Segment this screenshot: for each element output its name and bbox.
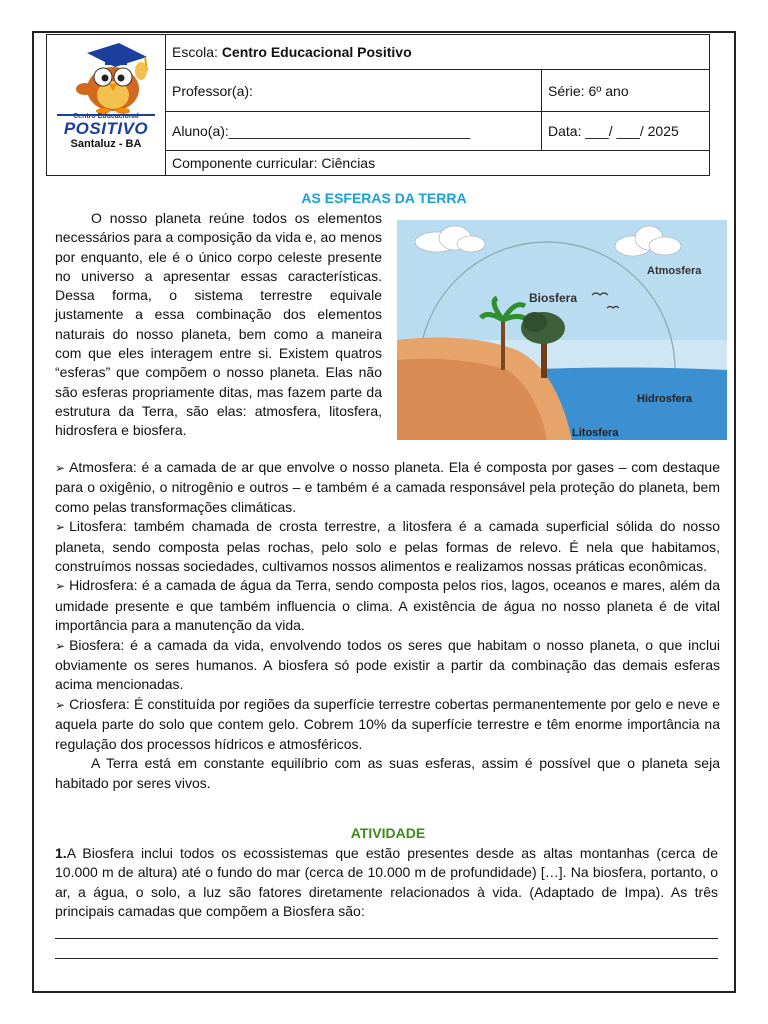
question-1 [55,844,718,922]
grade-field: Série: 6º ano [542,70,710,112]
closing-paragraph: A Terra está em constante equilíbrio com as suas esferas, assim é possível que o planeta seja habitado por seres vivos. [55,755,720,791]
subject-field: Componente curricular: Ciências [166,151,710,176]
school-logo [47,35,166,176]
teacher-field[interactable]: Professor(a): [166,70,542,112]
activity-title: ATIVIDADE [350,825,426,841]
school-field [166,35,710,70]
intro-text: O nosso planeta reúne todos os elementos necessários para a composição da vida e, ao menos por enquanto, ele é o único corpo celeste presente no universo a apresentar essas características. Dessa forma, o sistema terrestre equivale justamente a essa combinação dos elementos naturais do nosso planeta, bem como a maneira com que eles interagem entre si. Existem quatros “esferas” que compõem o nosso planeta. Elas não são esferas propriamente ditas, mas fazem parte da estrutura da Terra, são elas: atmosfera, litosfera, hidrosfera e biosfera. [55,210,382,439]
logo-name: POSITIVO [63,119,149,138]
label-biosfera: Biosfera [529,291,578,305]
logo-subtitle: Centro Educacional [73,113,139,120]
label-atmosfera: Atmosfera [647,265,702,277]
answer-line[interactable] [55,938,718,939]
intro-paragraph [55,209,382,441]
list-item: ➢ Litosfera: também chamada de crosta terrestre, a litosfera é a camada superficial sólida do nosso planeta, sendo composta pelas rochas, pelo solo e pelas formas de relevo. É nela que habitamos, construímos nossas sociedades, cultivamos nossos alimentos e realizamos nossas práticas econômicas. [55,518,720,575]
question-text: A Biosfera inclui todos os ecossistemas que estão presentes desde as altas montanhas (cerca de 10.000 m de altura) até o fundo do mar (cerca de 10.000 m de profundidade) […]. Na biosfera, portanto, o ar, a água, o solo, a luz são fatores diretamente relacionados à vida. (Adaptado de Impa). As três principais camadas que compõem a Biosfera são: [55,845,718,920]
arrow-bullet-icon: ➢ [55,579,66,594]
label-hidrosfera: Hidrosfera [637,393,693,405]
question-number: 1. [55,845,67,861]
list-item: ➢ Criosfera: É constituída por regiões da superfície terrestre cobertas permanentemente por gelo e neve e aquela parte do solo que contem gelo. Cobrem 10% da superfície terrestre e têm enorme importância na regulação dos processos hídricos e atmosféricos. [55,695,720,752]
owl-mascot-icon [47,35,165,117]
page-title: AS ESFERAS DA TERRA [301,190,467,206]
list-item: ➢ Atmosfera: é a camada de ar que envolve o nosso planeta. Ela é composta por gases – com destaque para o oxigênio, o nitrogênio e outros – e também é a camada responsável pela proteção do planeta, bem como pelas transformações climáticas. [55,459,720,515]
logo-city: Santaluz - BA [70,138,142,150]
school-label: Escola: [172,44,218,60]
answer-line[interactable] [55,958,718,959]
date-field[interactable]: Data: ___/ ___/ 2025 [542,112,710,151]
label-litosfera: Litosfera [572,427,619,439]
arrow-bullet-icon: ➢ [55,461,66,475]
header-table [46,34,710,176]
arrow-bullet-icon: ➢ [55,638,66,653]
earth-spheres-illustration [397,220,727,440]
list-item: ➢ Hidrosfera: é a camada de água da Terra, sendo composta pelos rios, lagos, oceanos e mares, além da umidade presente e que também influencia o clima. A existência de água no nosso planeta é de vital importância para a manutenção da vida. [55,577,720,634]
arrow-bullet-icon: ➢ [55,697,66,712]
school-name: Centro Educacional Positivo [221,44,412,60]
spheres-list [55,458,720,793]
arrow-bullet-icon: ➢ [55,520,66,535]
list-item: ➢ Biosfera: é a camada da vida, envolvendo todos os seres que habitam o nosso planeta, o que inclui obviamente os seres humanos. A biosfera só pode existir a partir da combinação das demais esferas acima mencionadas. [55,636,720,693]
student-field[interactable]: Aluno(a):_______________________________ [166,112,542,151]
